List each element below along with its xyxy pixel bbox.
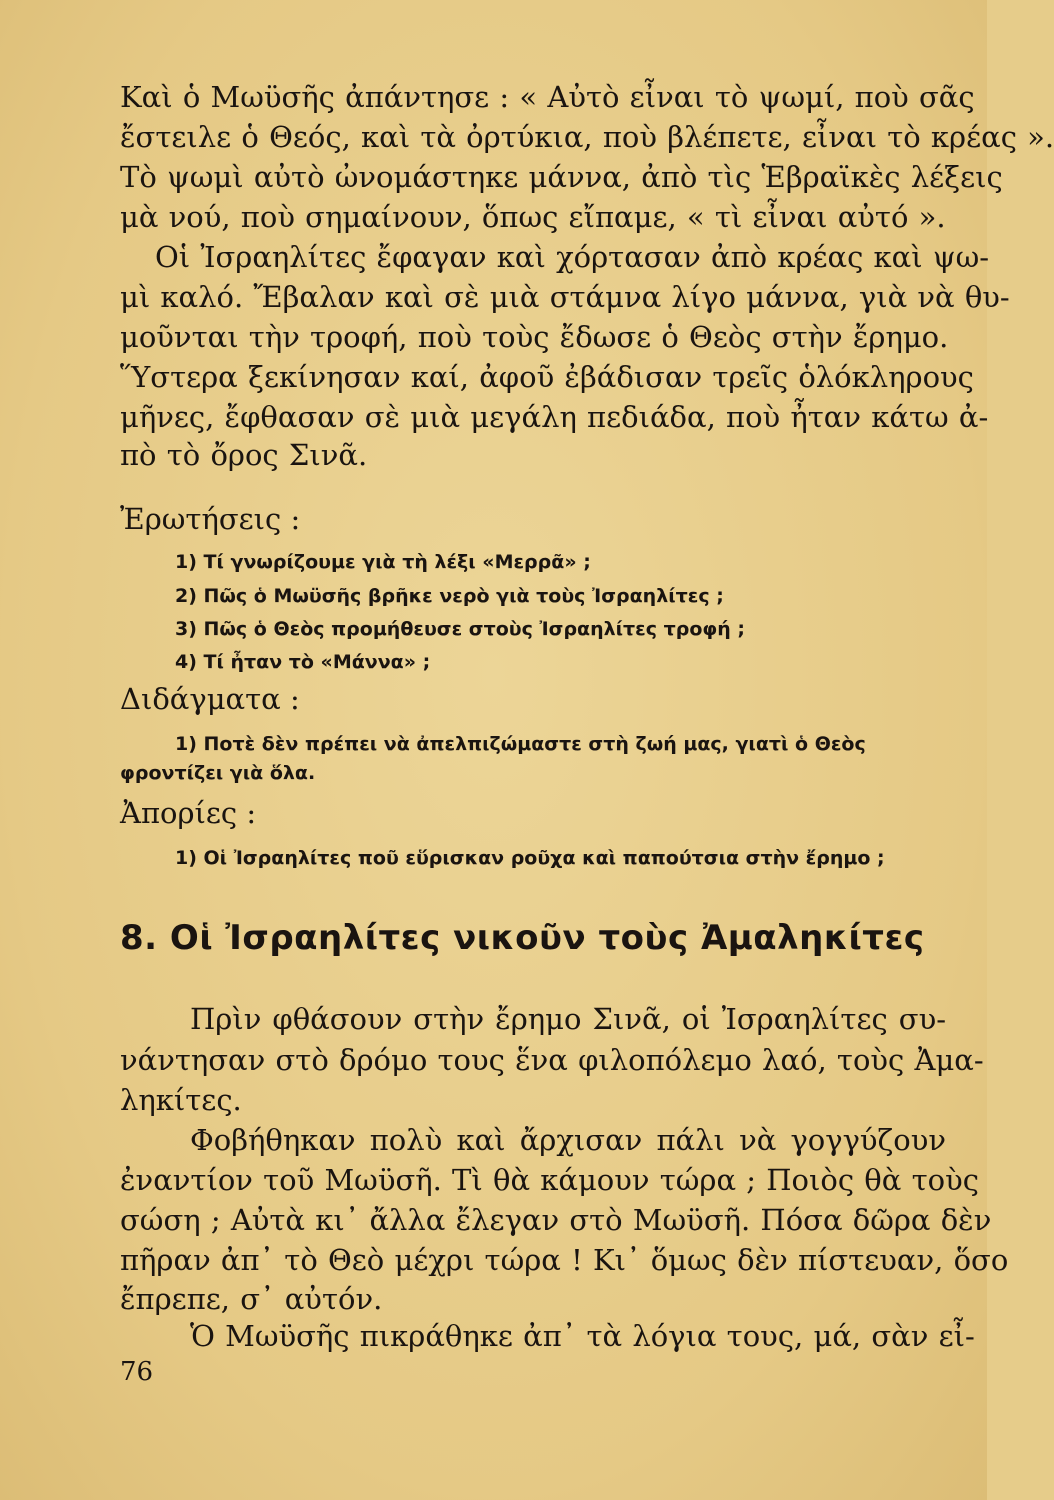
lesson-line-2: φροντίζει γιὰ ὅλα.: [120, 762, 316, 784]
chapter-p2-line-3: σώση ; Αὐτὰ κι᾿ ἄλλα ἔλεγαν στὸ Μωϋσῆ. Πόσα δῶρα δὲν: [120, 1203, 992, 1237]
lesson-line-1: 1) Ποτὲ δὲν πρέπει νὰ ἀπελπιζώμαστε στὴ ζωή μας, γιατὶ ὁ Θεὸς: [175, 733, 866, 755]
para2-line-5: μῆνες, ἔφθασαν σὲ μιὰ μεγάλη πεδιάδα, ποὺ ἦταν κάτω ἀ-: [120, 400, 989, 434]
chapter-p1-line-3: ληκίτες.: [120, 1083, 242, 1117]
question-4: 4) Τί ἦταν τὸ «Μάννα» ;: [175, 651, 431, 673]
intro-line-2: ἔστειλε ὁ Θεός, καὶ τὰ ὀρτύκια, ποὺ βλέπετε, εἶναι τὸ κρέας ».: [120, 120, 1054, 154]
para2-line-2: μὶ καλό. Ἔβαλαν καὶ σὲ μιὰ στάμνα λίγο μάννα, γιὰ νὰ θυ-: [120, 280, 1010, 314]
intro-line-3: Τὸ ψωμὶ αὐτὸ ὠνομάστηκε μάννα, ἀπὸ τὶς Ἑβραϊκὲς λέξεις: [120, 160, 1003, 194]
lessons-heading: Διδάγματα :: [120, 682, 300, 716]
intro-line-1: Καὶ ὁ Μωϋσῆς ἀπάντησε : « Αὐτὸ εἶναι τὸ ψωμί, ποὺ σᾶς: [120, 80, 975, 114]
page-number: 76: [120, 1357, 154, 1387]
question-2: 2) Πῶς ὁ Μωϋσῆς βρῆκε νερὸ γιὰ τοὺς Ἰσραηλίτες ;: [175, 585, 724, 607]
question-1: 1) Τί γνωρίζουμε γιὰ τὴ λέξι «Μερρᾶ» ;: [175, 551, 591, 573]
para2-line-6: πὸ τὸ ὄρος Σινᾶ.: [120, 438, 368, 472]
section-title: 8. Οἱ Ἰσραηλίτες νικοῦν τοὺς Ἀμαληκίτες: [120, 918, 925, 958]
intro-line-4: μὰ νού, ποὺ σημαίνουν, ὅπως εἴπαμε, « τὶ εἶναι αὐτό ».: [120, 200, 946, 234]
para2-line-4: Ὕστερα ξεκίνησαν καί, ἀφοῦ ἐβάδισαν τρεῖς ὁλόκληρους: [120, 360, 974, 394]
chapter-p1-line-1: Πρὶν φθάσουν στὴν ἔρημο Σινᾶ, οἱ Ἰσραηλίτες συ-: [190, 1002, 946, 1036]
chapter-p2-line-2: ἐναντίον τοῦ Μωϋσῆ. Τὶ θὰ κάμουν τώρα ; Ποιὸς θὰ τοὺς: [120, 1163, 979, 1197]
chapter-p2-line-4: πῆραν ἀπ᾿ τὸ Θεὸ μέχρι τώρα ! Κι᾿ ὅμως δὲν πίστευαν, ὅσο: [120, 1243, 1009, 1277]
questions-heading: Ἐρωτήσεις :: [120, 502, 301, 536]
para2-line-3: μοῦνται τὴν τροφή, ποὺ τοὺς ἔδωσε ὁ Θεὸς στὴν ἔρημο.: [120, 320, 949, 354]
chapter-p3-line-1: Ὁ Μωϋσῆς πικράθηκε ἀπ᾿ τὰ λόγια τους, μά, σὰν εἶ-: [190, 1319, 975, 1353]
chapter-p1-line-2: νάντησαν στὸ δρόμο τους ἕνα φιλοπόλεμο λαό, τοὺς Ἀμα-: [120, 1043, 984, 1077]
problems-heading: Ἀπορίες :: [120, 796, 257, 830]
chapter-p2-line-1: Φοβήθηκαν πολὺ καὶ ἄρχισαν πάλι νὰ γογγύζουν: [190, 1123, 946, 1157]
question-3: 3) Πῶς ὁ Θεὸς προμήθευσε στοὺς Ἰσραηλίτες τροφή ;: [175, 618, 746, 640]
problem-1: 1) Οἱ Ἰσραηλίτες ποῦ εὕρισκαν ροῦχα καὶ παπούτσια στὴν ἔρημο ;: [175, 847, 885, 869]
para2-line-1: Οἱ Ἰσραηλίτες ἔφαγαν καὶ χόρτασαν ἀπὸ κρέας καὶ ψω-: [155, 240, 990, 274]
chapter-p2-line-5: ἔπρεπε, σ᾿ αὐτόν.: [120, 1282, 383, 1316]
